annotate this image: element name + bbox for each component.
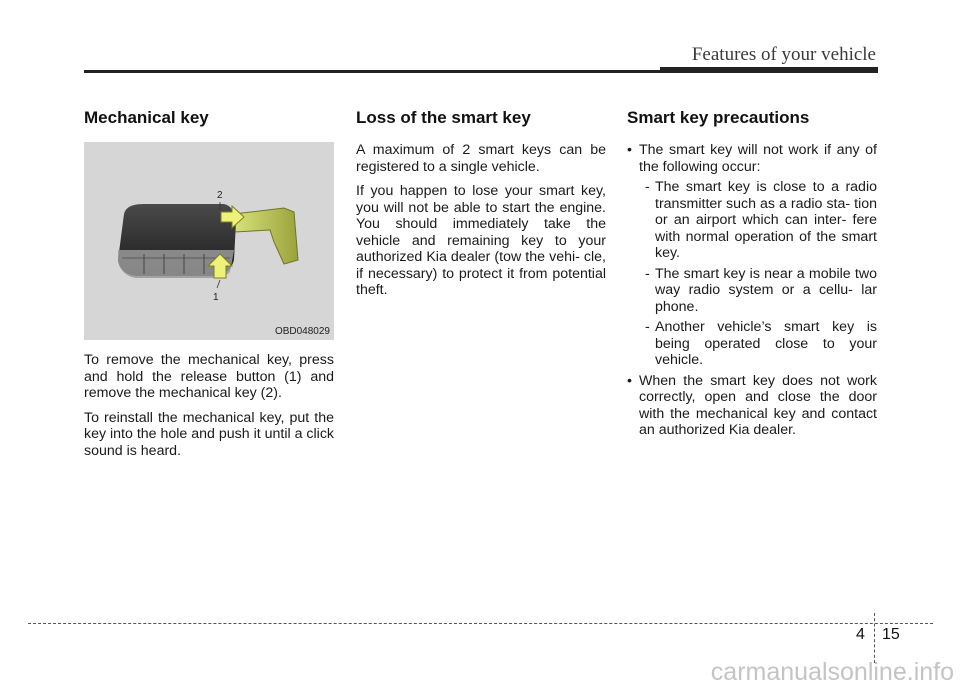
mechanical-key-paragraph: To reinstall the mechanical key, put the key into the hole and push it until a click sound is heard. [84,409,335,459]
figure-callout-2: 2 [217,190,223,201]
bullet-icon: • [627,142,632,158]
header-rule-tab [660,67,878,73]
bullet-icon: • [627,372,632,389]
smart-key-illustration [84,142,334,340]
page-number: 15 [882,626,900,643]
loss-heading: Loss of the smart key [356,108,531,127]
header-title: Features of your vehicle [691,44,876,65]
bullet-text: The smart key will not work if any of the following occur: [639,142,877,175]
bullet-text: When the smart key does not work correctly, open and close the door with the mechanical key and contact an authorized Kia dealer. [639,372,877,438]
watermark: carmanualsonline.info [710,658,954,686]
chapter-number: 4 [856,626,865,643]
dash-icon: - [645,265,650,282]
bullet-item [627,373,877,439]
sub-item [627,319,877,369]
bullet-item [627,142,877,175]
figure-callout-1: 1 [213,292,219,303]
mechanical-key-figure [84,142,334,340]
header-rule [84,70,660,73]
mechanical-key-paragraph: To remove the mechanical key, press and hold the release button (1) and remove the mechanical key (2). [84,352,334,401]
sub-item [627,179,877,262]
mechanical-key-section [84,108,334,467]
dash-icon: - [645,319,650,335]
precautions-heading: Smart key precautions [627,108,810,127]
figure-code: OBD048029 [274,326,330,337]
page-number-separator [874,613,875,663]
sub-item-text: The smart key is close to a radio transmitter such as a radio sta- tion or an airport which can inter- fere with normal operation of the smart key. [655,179,877,261]
smart-key-precautions-section [627,108,877,443]
loss-paragraph: A maximum of 2 smart keys can be registered to a single vehicle. [356,142,606,175]
sub-item [627,266,877,316]
mechanical-key-heading: Mechanical key [84,108,209,127]
loss-of-smart-key-section [356,108,606,307]
dash-icon: - [645,179,650,195]
sub-item-text: The smart key is near a mobile two way radio system or a cellu- lar phone. [655,265,877,315]
loss-paragraph: If you happen to lose your smart key, you will not be able to start the engine. You should immediately take the vehicle and remaining key to your authorized Kia dealer (tow the vehi- cle, if necessary) to protect it from potential theft. [356,183,606,298]
sub-item-text: Another vehicle’s smart key is being operated close to your vehicle. [655,319,877,368]
footer-rule [28,623,933,624]
